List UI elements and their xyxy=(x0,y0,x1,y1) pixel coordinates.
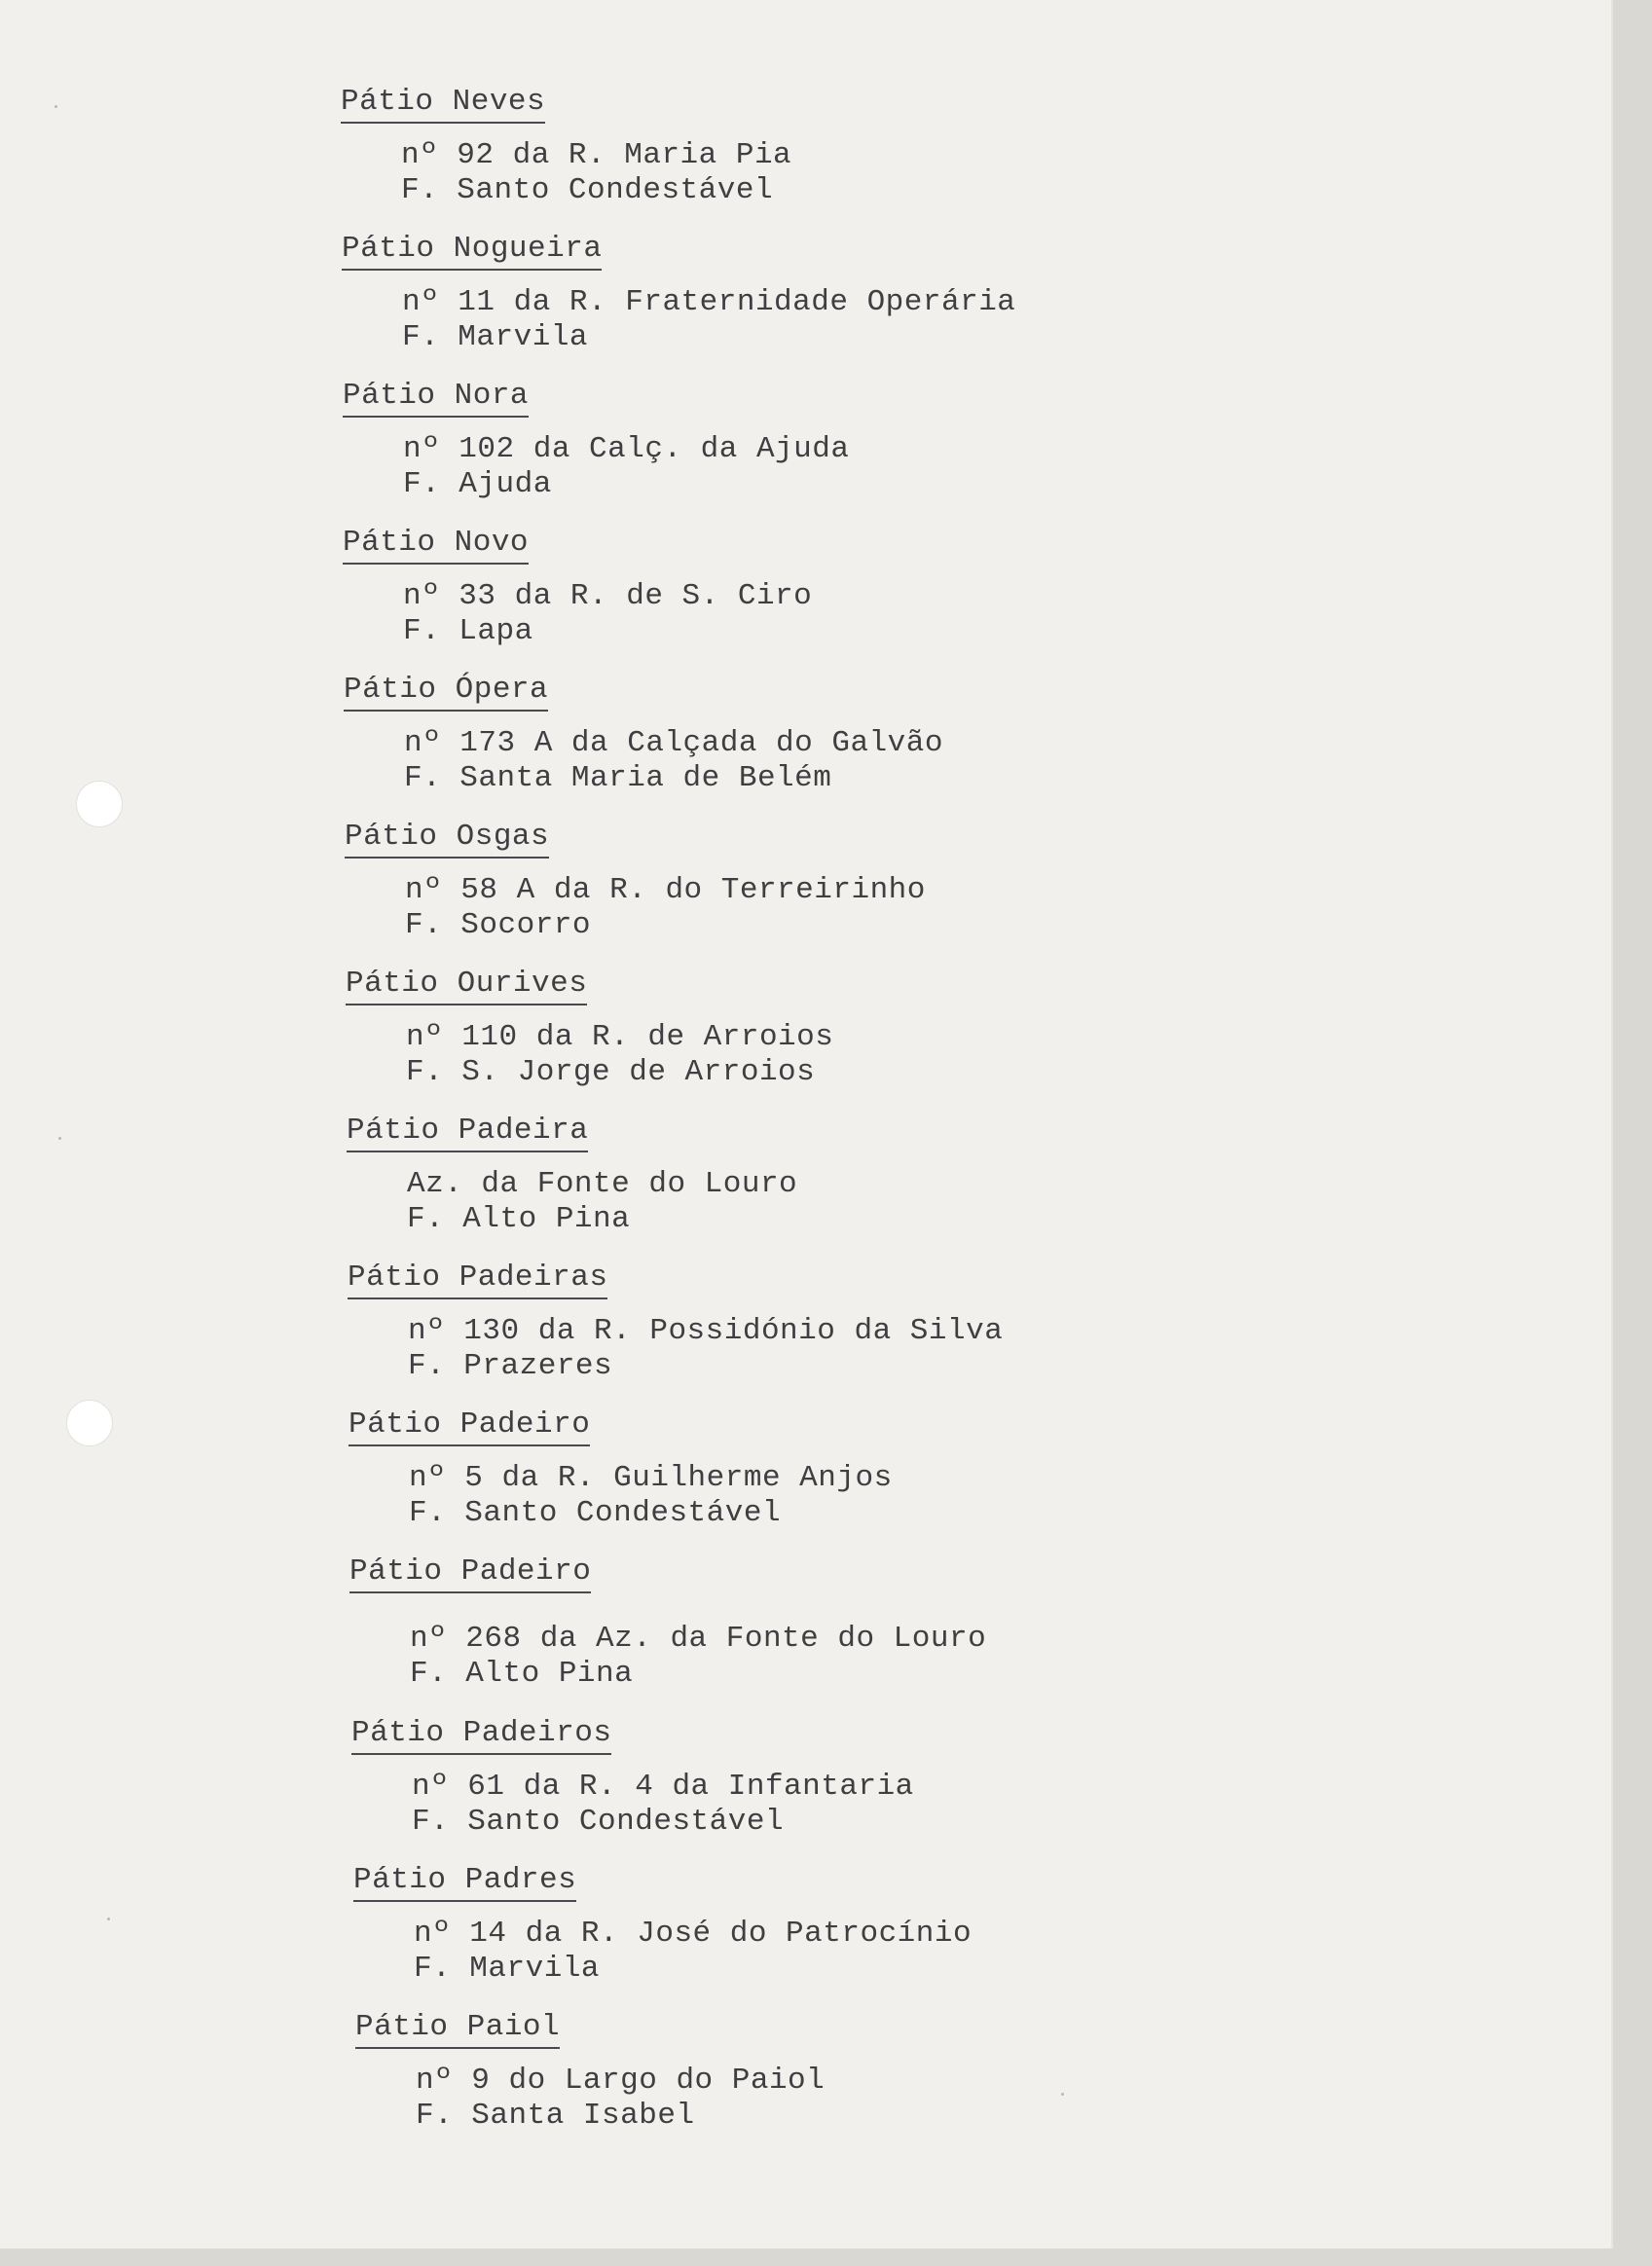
entry-parish: F. S. Jorge de Arroios xyxy=(406,1055,816,1089)
entry-parish: F. Prazeres xyxy=(408,1349,613,1383)
entry-address: nº 173 A da Calçada do Galvão xyxy=(404,726,943,760)
entry-address: nº 33 da R. de S. Ciro xyxy=(403,579,813,613)
entry-address: nº 130 da R. Possidónio da Silva xyxy=(408,1314,1004,1348)
entry-parish: F. Santa Maria de Belém xyxy=(404,761,832,795)
entry-patio-padeira xyxy=(347,1115,797,1237)
entry-patio-ourives xyxy=(346,968,833,1090)
entry-title: Pátio Nora xyxy=(343,380,529,418)
entry-parish: F. Lapa xyxy=(403,614,533,648)
entry-address: nº 110 da R. de Arroios xyxy=(406,1020,834,1054)
entry-address: nº 92 da R. Maria Pia xyxy=(401,138,792,172)
entry-address: nº 5 da R. Guilherme Anjos xyxy=(409,1461,893,1495)
entry-parish: F. Santa Isabel xyxy=(416,2099,695,2133)
entry-patio-padeiro-1 xyxy=(349,1408,893,1531)
entry-title: Pátio Nogueira xyxy=(342,233,602,271)
entry-title: Pátio Padeiro xyxy=(349,1408,590,1446)
entry-title: Pátio Ourives xyxy=(346,968,587,1005)
entry-title: Pátio Padres xyxy=(353,1864,576,1902)
entry-patio-paiol xyxy=(355,2011,825,2134)
punch-hole-upper xyxy=(76,781,123,827)
entry-address: nº 58 A da R. do Terreirinho xyxy=(405,873,926,907)
entry-parish: F. Marvila xyxy=(402,320,589,354)
entry-title: Pátio Paiol xyxy=(355,2011,560,2049)
entry-parish: F. Alto Pina xyxy=(407,1202,631,1236)
entry-title: Pátio Padeiros xyxy=(351,1717,611,1755)
entry-patio-padres xyxy=(353,1864,972,1987)
entry-address: nº 14 da R. José do Patrocínio xyxy=(414,1917,973,1951)
paper-speck xyxy=(1061,2093,1064,2096)
paper-speck xyxy=(55,105,57,108)
entry-address: nº 102 da Calç. da Ajuda xyxy=(403,432,850,466)
entry-parish: F. Santo Condestável xyxy=(409,1496,782,1530)
entry-title: Pátio Padeiras xyxy=(348,1261,607,1299)
entry-patio-padeiros xyxy=(351,1717,914,1840)
entry-address: Az. da Fonte do Louro xyxy=(407,1167,798,1201)
entry-patio-nora xyxy=(343,380,849,502)
entry-address: nº 268 da Az. da Fonte do Louro xyxy=(410,1622,987,1656)
entry-parish: F. Ajuda xyxy=(403,467,552,501)
entry-patio-novo xyxy=(343,527,812,649)
paper-speck xyxy=(107,1918,110,1920)
entry-address: nº 11 da R. Fraternidade Operária xyxy=(402,285,1016,319)
entry-patio-padeiras xyxy=(348,1261,1003,1384)
entry-parish: F. Socorro xyxy=(405,908,592,942)
entry-patio-opera xyxy=(344,674,943,796)
entry-title: Pátio Neves xyxy=(341,86,545,124)
punch-hole-lower xyxy=(66,1400,113,1446)
entry-parish: F. Alto Pina xyxy=(410,1657,634,1691)
entry-parish: F. Santo Condestável xyxy=(401,173,774,207)
entry-patio-neves xyxy=(341,86,791,208)
entry-patio-osgas xyxy=(345,821,926,943)
entry-title: Pátio Osgas xyxy=(345,821,549,859)
entry-title: Pátio Novo xyxy=(343,527,529,565)
entry-title: Pátio Ópera xyxy=(344,674,548,712)
entry-parish: F. Santo Condestável xyxy=(412,1805,785,1839)
entry-address: nº 61 da R. 4 da Infantaria xyxy=(412,1770,914,1804)
entry-address: nº 9 do Largo do Paiol xyxy=(416,2064,826,2098)
entry-parish: F. Marvila xyxy=(414,1952,601,1986)
entry-title: Pátio Padeiro xyxy=(349,1555,591,1593)
entry-patio-padeiro-2 xyxy=(349,1555,986,1692)
entry-title: Pátio Padeira xyxy=(347,1115,588,1152)
paper-speck xyxy=(58,1137,61,1140)
entry-patio-nogueira xyxy=(342,233,1015,355)
